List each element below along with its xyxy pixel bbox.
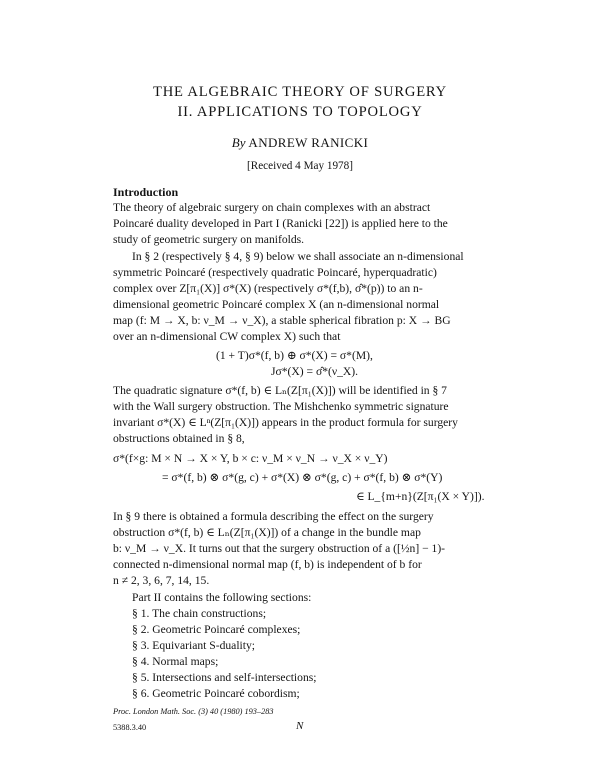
- para2-line: In § 2 (respectively § 4, § 9) below we shall associate an n-dimensional: [132, 250, 464, 263]
- author-by: By: [231, 135, 246, 150]
- equation-1-line: (1 + T)σ*(f, b) ⊕ σ*(X) = σ*(M),: [216, 349, 373, 362]
- title-line-2: II. APPLICATIONS TO TOPOLOGY: [177, 104, 423, 120]
- para1-line: Poincaré duality developed in Part I (Ranicki [22]) is applied here to the: [113, 217, 448, 230]
- toc-item: § 6. Geometric Poincaré cobordism;: [132, 687, 300, 700]
- para2-line: over an n-dimensional CW complex X) such that: [113, 330, 341, 343]
- para2-line: dimensional geometric Poincaré complex X (an n-dimensional normal: [113, 298, 440, 311]
- para1-line: study of geometric surgery on manifolds.: [113, 233, 305, 246]
- para4-line: b: ν_M → ν_X. It turns out that the surgery obstruction of a ([½n] − 1)-: [113, 542, 446, 555]
- para3-line: invariant σ*(X) ∈ Lⁿ(Z[π₁(X)]) appears in the product formula for surgery: [113, 416, 458, 429]
- equation-1-line: Jσ*(X) = σ̂*(ν_X).: [271, 365, 359, 378]
- para3-line: The quadratic signature σ*(f, b) ∈ Lₙ(Z[π₁(X)]) will be identified in § 7: [113, 384, 447, 397]
- journal-footnote: Proc. London Math. Soc. (3) 40 (1980) 193–283: [113, 707, 274, 716]
- equation-2-line: ∈ L_{m+n}(Z[π₁(X × Y)]).: [356, 490, 485, 503]
- title-line-1: THE ALGEBRAIC THEORY OF SURGERY: [153, 84, 447, 100]
- para2-line: symmetric Poincaré (respectively quadratic Poincaré, hyperquadratic): [113, 266, 437, 279]
- para1-line: The theory of algebraic surgery on chain complexes with an abstract: [113, 201, 431, 214]
- print-code: 5388.3.40: [113, 723, 147, 732]
- received-date: [Received 4 May 1978]: [247, 160, 353, 172]
- toc-item: § 3. Equivariant S-duality;: [132, 639, 256, 652]
- author-name: ANDREW RANICKI: [248, 135, 369, 150]
- toc-item: § 1. The chain constructions;: [132, 607, 267, 620]
- para4-line: obstruction σ*(f, b) ∈ Lₙ(Z[π₁(X)]) of a change in the bundle map: [113, 526, 421, 539]
- signature-mark: N: [296, 720, 304, 732]
- para2-line: complex over Z[π₁(X)] σ*(X) (respectively σ*(f,b), σ̂*(p)) to an n-: [113, 282, 423, 295]
- equation-2-line: = σ*(f, b) ⊗ σ*(g, c) + σ*(X) ⊗ σ*(g, c) + σ*(f, b) ⊗ σ*(Y): [162, 471, 443, 484]
- para3-line: with the Wall surgery obstruction. The Mishchenko symmetric signature: [113, 400, 449, 413]
- toc-intro: Part II contains the following sections:: [132, 591, 312, 604]
- author-line: [0, 135, 600, 151]
- para4-line: In § 9 there is obtained a formula describing the effect on the surgery: [113, 510, 434, 523]
- toc-item: § 5. Intersections and self-intersections;: [132, 671, 317, 684]
- toc-item: § 2. Geometric Poincaré complexes;: [132, 623, 301, 636]
- para3-line: obstructions obtained in § 8,: [113, 432, 245, 445]
- toc-item: § 4. Normal maps;: [132, 655, 219, 668]
- para4-line: n ≠ 2, 3, 6, 7, 14, 15.: [113, 574, 210, 587]
- para2-line: map (f: M → X, b: ν_M → ν_X), a stable spherical fibration p: X → BG: [113, 314, 451, 327]
- section-heading: Introduction: [113, 185, 179, 199]
- equation-2-line: σ*(f×g: M × N → X × Y, b × c: ν_M × ν_N → ν_X × ν_Y): [113, 452, 388, 465]
- para4-line: connected n-dimensional normal map (f, b) is independent of b for: [113, 558, 422, 571]
